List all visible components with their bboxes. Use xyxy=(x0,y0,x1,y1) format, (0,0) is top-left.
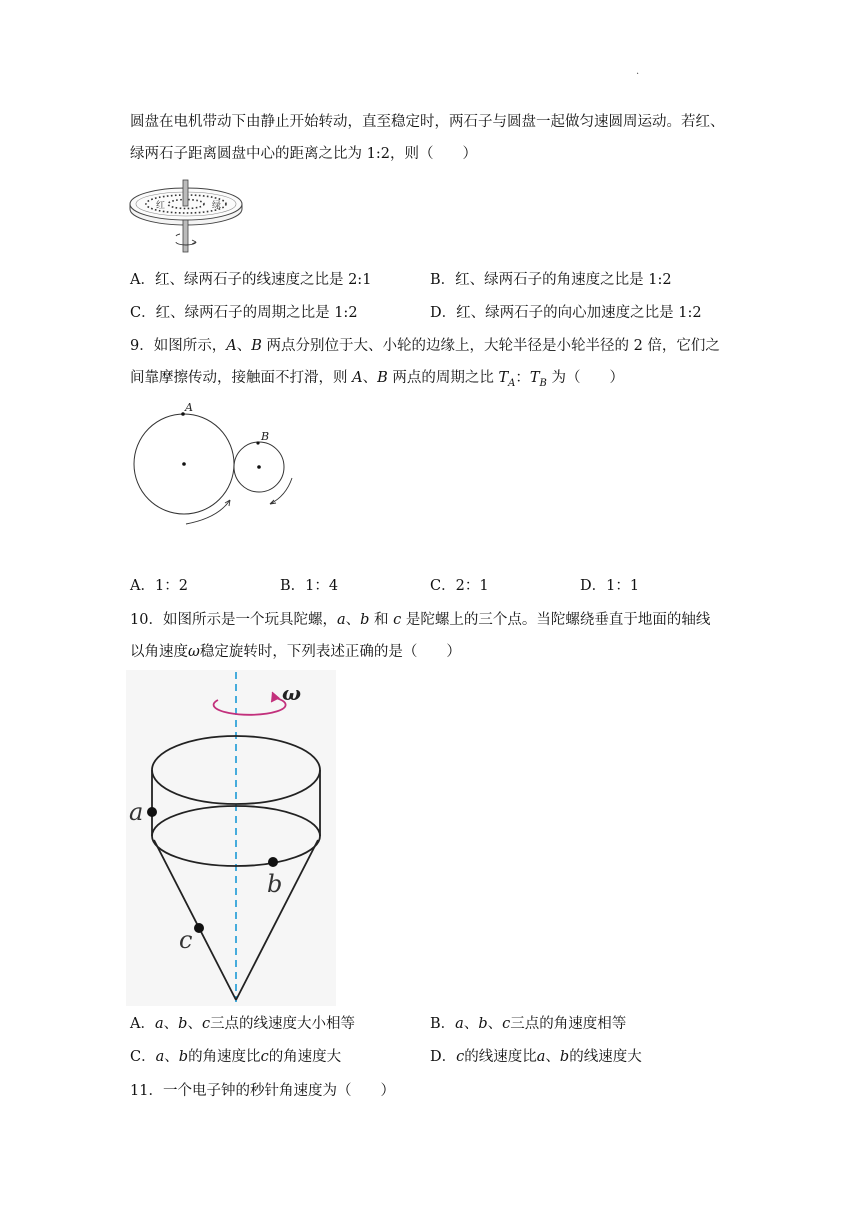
q10-fig-label-b: b xyxy=(267,870,283,898)
q10-option-a: A．a、b、c三点的线速度大小相等 xyxy=(130,1016,356,1032)
q8-disc-figure xyxy=(126,178,246,254)
q9-option-b: B．1：4 xyxy=(280,578,339,594)
q9-fig-label-b: B xyxy=(261,430,270,443)
q9-option-c: C．2：1 xyxy=(430,578,489,594)
q9-line-2: 间靠摩擦传动，接触面不打滑，则 A、B 两点的周期之比 $T_A$：$T_B$ 为（ ） xyxy=(130,370,625,389)
q10-fig-label-a: a xyxy=(129,798,144,826)
q10-fig-omega: ω xyxy=(282,681,302,705)
q9-line-1: 9．如图所示，A、B 两点分别位于大、小轮的边缘上，大轮半径是小轮半径的 2 倍，它们之 xyxy=(130,338,720,354)
q8-line-2: 绿两石子距离圆盘中心的距离之比为 1:2，则（ ） xyxy=(130,146,477,162)
q8-option-a: A．红、绿两石子的线速度之比是 2:1 xyxy=(130,272,372,288)
q9-fig-label-a: A xyxy=(185,401,193,414)
q9-option-a: A．1：2 xyxy=(130,578,188,594)
q9-option-d: D．1：1 xyxy=(580,578,640,594)
q10-option-d: D．c的线速度比a、b的线速度大 xyxy=(430,1049,642,1065)
q8-option-c: C．红、绿两石子的周期之比是 1:2 xyxy=(130,305,358,321)
q10-top-figure xyxy=(126,670,336,1006)
q10-fig-label-c: c xyxy=(179,926,193,954)
q8-option-d: D．红、绿两石子的向心加速度之比是 1:2 xyxy=(430,305,702,321)
header-mark: . xyxy=(636,66,640,77)
q8-option-b: B．红、绿两石子的角速度之比是 1:2 xyxy=(430,272,672,288)
q10-line-2: 以角速度ω稳定旋转时，下列表述正确的是（ ） xyxy=(130,644,461,660)
q10-option-b: B．a、b、c三点的角速度相等 xyxy=(430,1016,627,1032)
q9-wheels-figure xyxy=(126,396,306,532)
q10-option-c: C．a、b的角速度比c的角速度大 xyxy=(130,1049,342,1065)
q8-line-1: 圆盘在电机带动下由静止开始转动，直至稳定时，两石子与圆盘一起做匀速圆周运动。若红、 xyxy=(130,114,725,130)
q11-line-1: 11．一个电子钟的秒针角速度为（ ） xyxy=(130,1083,395,1099)
q8-fig-label-green: 绿 xyxy=(212,201,222,211)
q10-line-1: 10．如图所示是一个玩具陀螺，a、b 和 c 是陀螺上的三个点。当陀螺绕垂直于地面的轴线 xyxy=(130,612,711,628)
q8-fig-label-red: 红 xyxy=(156,201,166,211)
